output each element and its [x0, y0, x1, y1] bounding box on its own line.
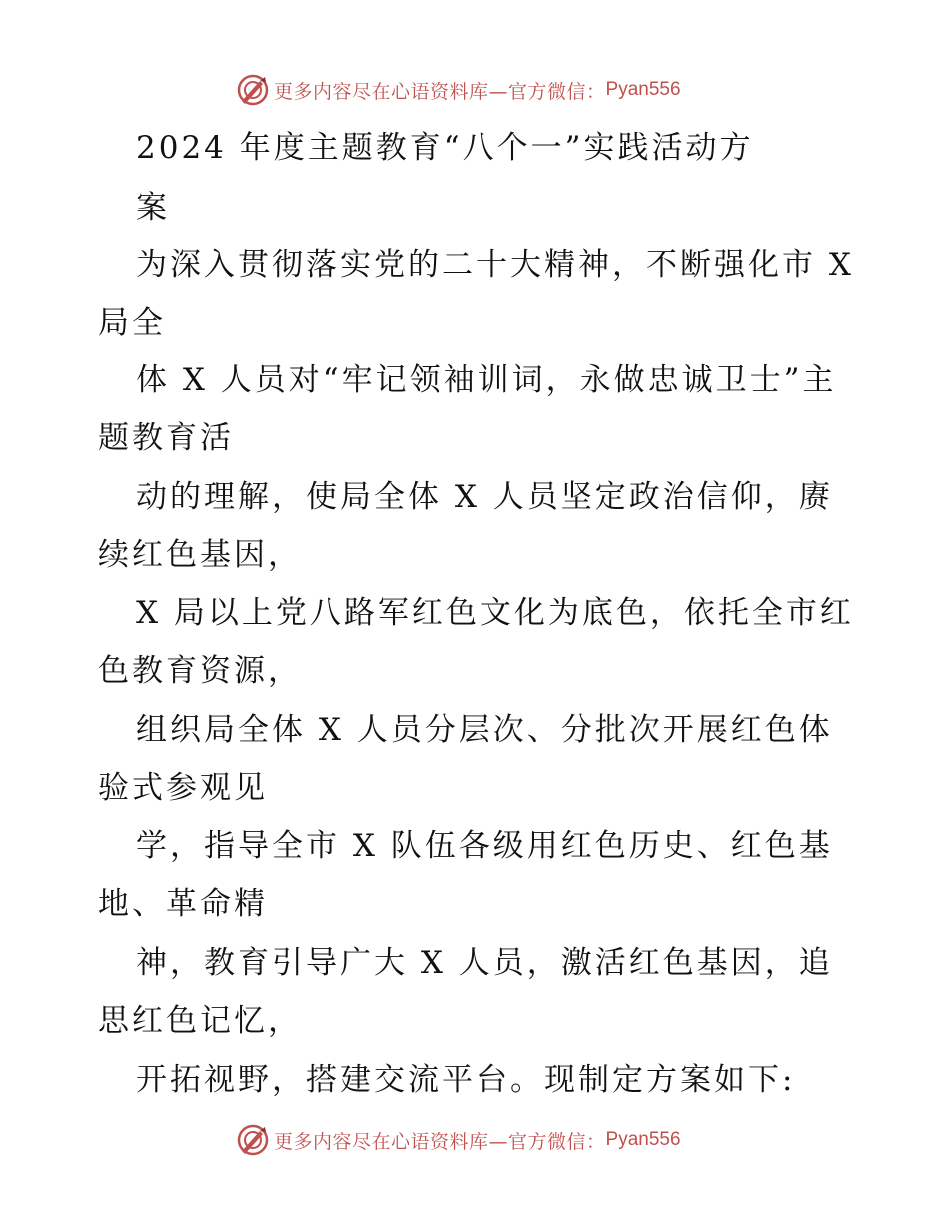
watermark-footer — [236, 1122, 681, 1158]
document-title-line-1: 2024 年度主题教育“八个一”实践活动方 — [136, 130, 754, 166]
watermark-wechat-id: Pyan556 — [605, 79, 681, 100]
paragraph-line: 色教育资源， — [98, 653, 302, 689]
paragraph-line: 学，指导全市 X 队伍各级用红色历史、红色基 — [136, 828, 833, 864]
watermark-header — [236, 72, 681, 108]
paragraph-line: 为深入贯彻落实党的二十大精神，不断强化市 X — [136, 247, 854, 283]
watermark-site-name: 更多内容尽在心语资料库 — [274, 1130, 489, 1153]
paragraph-line: 续红色基因， — [98, 537, 302, 573]
watermark-text — [274, 1127, 606, 1154]
watermark-official-label: 官方微信： — [508, 80, 606, 103]
watermark-separator: — — [488, 80, 509, 103]
watermark-logo-icon — [236, 73, 270, 107]
document-title-line-2: 案 — [136, 190, 170, 226]
paragraph-line: 动的理解，使局全体 X 人员坚定政治信仰，赓 — [136, 479, 833, 515]
paragraph-line: 局全 — [98, 305, 166, 341]
paragraph-line: 神，教育引导广大 X 人员，激活红色基因，追 — [136, 945, 833, 981]
watermark-official-label: 官方微信： — [508, 1130, 606, 1153]
watermark-logo-icon — [236, 1123, 270, 1157]
paragraph-line: 思红色记忆， — [98, 1003, 302, 1039]
paragraph-line: 题教育活 — [98, 420, 234, 456]
watermark-site-name: 更多内容尽在心语资料库 — [274, 80, 489, 103]
paragraph-line: 组织局全体 X 人员分层次、分批次开展红色体 — [136, 712, 833, 748]
paragraph-line: 地、革命精 — [98, 886, 268, 922]
paragraph-line: 验式参观见 — [98, 770, 268, 806]
paragraph-line: 体 X 人员对“牢记领袖训词，永做忠诚卫士”主 — [136, 362, 837, 398]
watermark-separator: — — [488, 1130, 509, 1153]
watermark-text — [274, 77, 606, 104]
paragraph-line: X 局以上党八路军红色文化为底色，依托全市红 — [136, 595, 854, 631]
paragraph-line: 开拓视野，搭建交流平台。现制定方案如下: — [136, 1062, 796, 1098]
watermark-wechat-id: Pyan556 — [605, 1129, 681, 1150]
